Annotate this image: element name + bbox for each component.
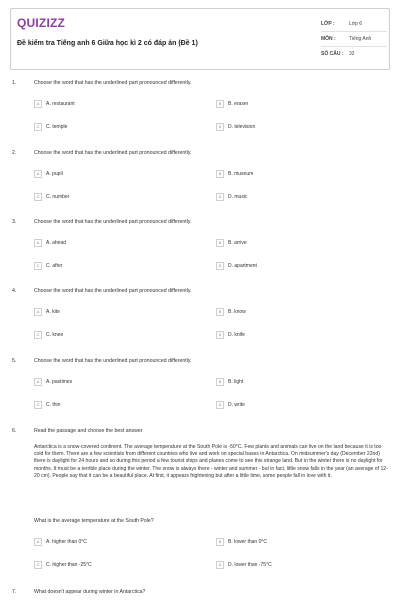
option-d[interactable] (216, 561, 272, 569)
option-b[interactable] (216, 170, 253, 178)
option-label: D. television (228, 124, 256, 130)
option-label: B. eraser (228, 101, 249, 107)
question-number: 2. (12, 150, 17, 156)
option-d[interactable] (216, 262, 257, 270)
option-label: A. kite (46, 309, 60, 315)
option-label: C. knee (46, 332, 64, 338)
meta-key: LỚP : (321, 21, 335, 27)
option-letter-box: D (216, 561, 224, 569)
meta-key: SỐ CÂU : (321, 51, 344, 57)
option-letter-box: C (34, 123, 42, 131)
option-letter-box: B (216, 170, 224, 178)
option-label: A. pupil (46, 171, 63, 177)
header-card (10, 8, 390, 70)
option-b[interactable] (216, 308, 246, 316)
option-letter-box: B (216, 239, 224, 247)
meta-key: MÔN : (321, 36, 336, 42)
option-label: D. music (228, 194, 248, 200)
option-c[interactable] (34, 561, 92, 569)
option-label: C. after (46, 263, 63, 269)
option-label: B. lower than 0°C (228, 539, 267, 545)
option-label: A. higher than 0°C (46, 539, 87, 545)
reading-passage: Antarctica is a snow-covered continent. The average temperature at the South Pole is -50°C. Few plants and animals can live on the land because it is too cold for them. There are a few scientists from different countries who live and work on special bases in Antarctica. On midsummer's day (December 22nd) there is daylight for 24 hours and so during this period a few tourist ships and planes come to see this strange land. But in the winter there is no daylight for months. It must be a terrible place during the winter. The snow is always there - winter and summer - but in fact, little snow falls in the year (an average of 12-20 cm). People say that it can be a beautiful place. At first, it appears frightening but after a little time, some people fall in love with it. (34, 444, 388, 479)
option-letter-box: A (34, 308, 42, 316)
question-text: Choose the word that has the underlined part pronounced differently. (34, 288, 192, 294)
option-letter-box: D (216, 401, 224, 409)
option-a[interactable] (34, 378, 72, 386)
question-number: 7. (12, 589, 17, 595)
option-label: D. write (228, 402, 245, 408)
option-a[interactable] (34, 170, 63, 178)
option-letter-box: A (34, 239, 42, 247)
option-letter-box: D (216, 193, 224, 201)
option-letter-box: A (34, 100, 42, 108)
option-label: C. thin (46, 402, 61, 408)
option-label: B. know (228, 309, 246, 315)
option-letter-box: A (34, 378, 42, 386)
option-label: C. number (46, 194, 70, 200)
option-label: A. ahead (46, 240, 67, 246)
meta-value: 32 (349, 51, 355, 57)
subquestion-text: What is the average temperature at the South Pole? (34, 518, 154, 524)
question-text: Read the passage and choose the best answer (34, 428, 143, 434)
option-letter-box: A (34, 538, 42, 546)
option-letter-box: C (34, 401, 42, 409)
question-text: Choose the word that has the underlined part pronounced differently. (34, 358, 192, 364)
option-letter-box: C (34, 193, 42, 201)
option-letter-box: C (34, 561, 42, 569)
question-text: What doesn't appear during winter in Antarctica? (34, 589, 146, 595)
option-letter-box: D (216, 262, 224, 270)
question-number: 5. (12, 358, 17, 364)
option-letter-box: B (216, 538, 224, 546)
option-c[interactable] (34, 193, 69, 201)
option-c[interactable] (34, 331, 63, 339)
option-label: D. knife (228, 332, 245, 338)
option-a[interactable] (34, 239, 66, 247)
option-letter-box: B (216, 378, 224, 386)
meta-row-count (321, 47, 387, 61)
option-letter-box: C (34, 331, 42, 339)
option-a[interactable] (34, 100, 75, 108)
option-letter-box: A (34, 170, 42, 178)
option-label: C. temple (46, 124, 68, 130)
option-label: B. arrive (228, 240, 247, 246)
question-number: 1. (12, 80, 17, 86)
option-label: B. light (228, 379, 244, 385)
quizizz-logo: QUIZIZZ (17, 16, 66, 30)
option-letter-box: B (216, 308, 224, 316)
option-b[interactable] (216, 100, 248, 108)
option-a[interactable] (34, 538, 87, 546)
question-text: Choose the word that has the underlined part pronounced differently. (34, 219, 192, 225)
option-label: A. pastimes (46, 379, 73, 385)
option-label: A. restaurant (46, 101, 75, 107)
option-c[interactable] (34, 262, 62, 270)
question-number: 3. (12, 219, 17, 225)
option-label: B. museum (228, 171, 254, 177)
question-text: Choose the word that has the underlined part pronounced differently. (34, 150, 192, 156)
option-letter-box: D (216, 123, 224, 131)
option-letter-box: B (216, 100, 224, 108)
option-b[interactable] (216, 239, 247, 247)
option-letter-box: D (216, 331, 224, 339)
option-b[interactable] (216, 538, 267, 546)
option-c[interactable] (34, 123, 67, 131)
page-title: Đề kiểm tra Tiếng anh 6 Giữa học kì 2 có đáp án (Đề 1) (17, 40, 198, 47)
option-d[interactable] (216, 193, 247, 201)
meta-row-subject (321, 32, 387, 47)
option-d[interactable] (216, 331, 245, 339)
meta-row-class (321, 17, 387, 32)
option-label: D. lower than -75°C (228, 562, 272, 568)
question-number: 6. (12, 428, 17, 434)
question-text: Choose the word that has the underlined part pronounced differently. (34, 80, 192, 86)
option-d[interactable] (216, 401, 245, 409)
meta-value: Tiếng Anh (349, 36, 372, 42)
meta-value: Lớp 6 (349, 21, 363, 27)
option-label: D. apartment (228, 263, 257, 269)
option-c[interactable] (34, 401, 60, 409)
option-a[interactable] (34, 308, 60, 316)
option-letter-box: C (34, 262, 42, 270)
option-b[interactable] (216, 378, 243, 386)
question-number: 4. (12, 288, 17, 294)
option-label: C. higher than -25°C (46, 562, 92, 568)
option-d[interactable] (216, 123, 255, 131)
meta-table (321, 17, 387, 61)
